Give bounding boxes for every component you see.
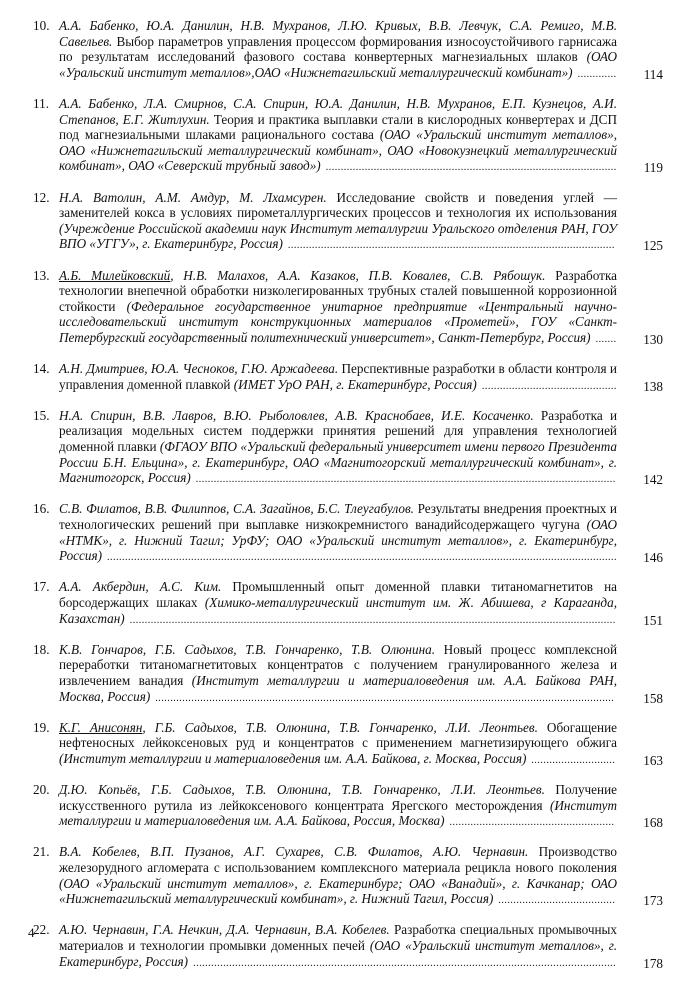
entry-number: 21. (33, 844, 50, 860)
entry-author-speaker: А.Б. Милейковский (59, 267, 171, 283)
toc-entry[interactable] (33, 18, 663, 82)
entry-organization: (ОАО «Уральский институт металлов», г. Екатеринбург; ОАО «Ванадий», г. Качканар; ОАО «Нижнетагильский металлургический комбинат», г. Нижний Тагил, Россия) (59, 875, 617, 907)
entry-body (59, 782, 617, 831)
entry-title: Теория и практика выплавки стали в кислородных конвертерах и ДСП под магнезиальными шлаками рационального состава (59, 111, 617, 143)
entry-title: Разработка технологии внепечной обработки низколегированных трубных сталей повышенной коррозионной стойкости (59, 267, 618, 314)
leader-dots: ....................................................... (446, 817, 615, 829)
leader-dots: ......................................................................................................................................................... (152, 692, 615, 704)
entry-page-number[interactable]: 173 (643, 893, 663, 909)
entry-organization: (ОАО «Уральский институт металлов», ОАО «Нижнетагильский металлургический комбинат», ОАО «Новокузнецкий металлургический комбинат», ОАО «Северский трубный завод») (59, 127, 618, 174)
entry-authors (59, 268, 545, 283)
toc-entry[interactable] (33, 579, 663, 628)
leader-dots: ............................................................................................................................................. (190, 957, 617, 969)
toc-entry[interactable] (33, 408, 663, 488)
entry-authors-text: Д.Ю. Копьёв, Г.Б. Садыхов, Т.В. Олюнина, Т.В. Гончаренко, Л.И. Леонтьев. (59, 782, 545, 798)
entry-title: Перспективные разработки в области контроля и управления доменной плавкой (59, 361, 617, 392)
entry-number: 16. (33, 501, 50, 517)
entry-body (59, 268, 617, 348)
leader-dots: ....................................... (495, 895, 616, 907)
entry-organization: (Учреждение Российской академии наук Институт металлургии Уральского отделения РАН, ГОУ ВПО «УГГУ», г. Екатеринбург, Россия) (59, 220, 617, 252)
entry-authors (59, 501, 414, 516)
entry-body (59, 922, 617, 971)
toc-entry[interactable] (33, 268, 663, 348)
entry-authors-text: , Г.Б. Садыхов, Т.В. Олюнина, Т.В. Гончаренко, Л.И. Леонтьев. (142, 719, 538, 735)
entry-title: Разработка и реализация модельных систем поддержки принятия решений для управления технологией доменной плавки (59, 407, 618, 455)
entry-page-number[interactable]: 138 (643, 378, 663, 394)
entry-author-speaker: К.Г. Анисонян (59, 719, 143, 735)
entry-organization: (ОАО «НТМК», г. Нижний Тагил; УрФУ; ОАО «Уральский институт металлов», г. Екатеринбург, Россия) (59, 517, 617, 564)
entry-page-number[interactable]: 168 (643, 815, 663, 831)
entry-organization: (ОАО «Уральский институт металлов»,ОАО «Нижнетагильский металлургический комбинат») (59, 49, 617, 80)
toc-entry[interactable] (33, 844, 663, 908)
entry-title: Получение искусственного рутила из лейкоксенового концентрата Ярегского месторождения (59, 782, 617, 813)
entry-body (59, 18, 617, 82)
entry-number: 14. (33, 361, 50, 377)
toc-entry[interactable] (33, 720, 663, 769)
leader-dots: ............. (574, 68, 617, 80)
entry-organization: (ИМЕТ УрО РАН, г. Екатеринбург, Россия) (233, 376, 477, 392)
entry-organization: (ФГАОУ ВПО «Уральский федеральный университет имени первого Президента России Б.Н. Ельцина», г. Екатеринбург, ОАО «Магнитогорский металлургический комбинат», г. Магнитогорск, Россия) (59, 439, 617, 486)
entry-number: 11. (33, 95, 49, 111)
entry-number: 10. (33, 18, 50, 33)
entry-page-number[interactable]: 114 (643, 66, 663, 82)
leader-dots: ................................................................................................. (322, 162, 617, 174)
entry-page-number[interactable]: 125 (643, 238, 663, 254)
entry-body (59, 720, 617, 769)
toc-entry[interactable] (33, 642, 663, 706)
entry-body (59, 642, 617, 706)
table-of-contents (33, 18, 663, 985)
entry-number: 13. (33, 267, 50, 283)
entry-authors-text: Н.А. Ватолин, А.М. Амдур, М. Лхамсурен. (59, 189, 327, 205)
entry-authors (59, 361, 338, 376)
entry-authors-text: А.Н. Дмитриев, Ю.А. Чесноков, Г.Ю. Аржадеева. (59, 361, 339, 377)
entry-authors-text: А.А. Акбердин, А.С. Ким. (59, 579, 222, 595)
entry-authors (59, 642, 435, 657)
entry-number: 22. (33, 922, 50, 938)
entry-authors-text: А.А. Бабенко, Ю.А. Данилин, Н.В. Мухранов, Л.Ю. Кривых, В.В. Левчук, С.А. Ремиго, М.В. Савельев. (59, 18, 617, 49)
entry-authors-text: А.Ю. Чернавин, Г.А. Нечкин, Д.А. Чернавин, В.А. Кобелев. (59, 922, 390, 938)
entry-body (59, 408, 617, 488)
entry-authors (59, 579, 221, 594)
entry-number: 19. (33, 719, 50, 735)
entry-organization: (ОАО «Уральский институт металлов», г. Екатеринбург, Россия) (59, 938, 618, 969)
toc-entry[interactable] (33, 190, 663, 254)
entry-authors (59, 782, 545, 797)
leader-dots: ....... (592, 333, 617, 345)
entry-authors (59, 720, 538, 735)
entry-number: 20. (33, 782, 50, 798)
entry-title: Новый процесс комплексной переработки титаномагнетитовых концентратов с получением гранулированного железа и извлечением ванадия (59, 641, 618, 688)
entry-body (59, 361, 617, 394)
entry-page-number[interactable]: 151 (643, 612, 663, 628)
leader-dots: .......................................................................................................................................................................... (104, 552, 617, 564)
page-number: 4 (28, 925, 35, 940)
entry-body (59, 579, 617, 628)
entry-authors (59, 408, 534, 423)
entry-title: Производство железорудного агломерата с использованием комплексного материала рецикла нового поколения (59, 844, 617, 876)
entry-page-number[interactable]: 178 (643, 955, 663, 971)
leader-dots: ............................................................................................................. (284, 240, 615, 252)
leader-dots: ............................ (528, 754, 616, 766)
toc-entry[interactable] (33, 361, 663, 394)
entry-authors-text: , Н.В. Малахов, А.А. Казаков, П.В. Ковалев, С.В. Рябошук. (170, 267, 546, 283)
entry-number: 15. (33, 407, 50, 423)
toc-entry[interactable] (33, 782, 663, 831)
toc-entry[interactable] (33, 922, 663, 971)
entry-page-number[interactable]: 119 (643, 160, 663, 176)
toc-entry[interactable] (33, 501, 663, 565)
entry-organization: (Институт металлургии и материаловедения им. А.А. Байкова, Россия, Москва) (59, 797, 617, 829)
entry-page-number[interactable]: 130 (643, 331, 663, 347)
leader-dots: ............................................................................................................................................ (192, 474, 616, 486)
leader-dots: .................................................................................................................................................................. (126, 614, 616, 626)
entry-organization: (Федеральное государственное унитарное предприятие «Центральный научно-исследовательский институт конструкционных материалов «Прометей», ГОУ «Санкт-Петербургский государственный политехнический университет», Санкт-Петербург, Россия) (59, 298, 617, 345)
entry-authors-text: А.А. Бабенко, Л.А. Смирнов, С.А. Спирин, Ю.А. Данилин, Н.В. Мухранов, Е.П. Кузнецов, А.И. Степанов, Е.Г. Житлухин. (59, 95, 617, 127)
entry-authors-text: Н.А. Спирин, В.В. Лавров, В.Ю. Рыболовлев, А.В. Краснобаев, И.Е. Косаченко. (59, 407, 534, 423)
entry-title: Исследование свойств и поведения углей — заменителей кокса в условиях пирометаллургических процессов и технология их использования (59, 189, 617, 221)
entry-authors (59, 190, 327, 205)
leader-dots: ............................................. (478, 380, 617, 392)
entry-number: 17. (33, 579, 50, 595)
toc-entry[interactable] (33, 96, 663, 176)
entry-body (59, 190, 617, 254)
entry-authors-text: С.В. Филатов, В.В. Филиппов, С.А. Загайнов, Б.С. Тлеугабулов. (59, 501, 414, 517)
entry-page-number[interactable]: 146 (643, 550, 663, 566)
entry-authors (59, 922, 390, 937)
entry-page-number[interactable]: 158 (643, 690, 663, 706)
entry-body (59, 96, 617, 176)
entry-authors-text: В.А. Кобелев, В.П. Пузанов, А.Г. Сухарев, С.В. Филатов, А.Ю. Чернавин. (59, 844, 529, 860)
entry-authors (59, 844, 528, 859)
entry-page-number[interactable]: 163 (643, 752, 663, 768)
entry-number: 18. (33, 641, 50, 657)
entry-organization: (Химико-металлургический институт им. Ж. Абишева, г Караганда, Казахстан) (59, 594, 617, 626)
entry-title: Выбор параметров управления процессом формирования износоустойчивого гарнисажа по результатам исследований фазового состава конвертерных магнезиальных шлаков (59, 33, 617, 65)
entry-body (59, 501, 617, 565)
entry-title: Результаты внедрения проектных и технологических решений при выплавке низкокремнистого ванадийсодержащего чугуна (59, 501, 617, 532)
entry-organization: (Институт металлургии и материаловедения им. А.А. Байкова РАН, Москва, Россия) (59, 672, 618, 704)
entry-organization: (Институт металлургии и материаловедения им. А.А. Байкова, г. Москва, Россия) (59, 750, 527, 766)
entry-title: Промышленный опыт доменной плавки титаномагнетитов на борсодержащих шлаках (59, 579, 618, 610)
entry-title: Разработка специальных промывочных материалов и технологии промывки доменных печей (59, 922, 617, 954)
entry-page-number[interactable]: 142 (643, 472, 663, 488)
entry-authors-text: К.В. Гончаров, Г.Б. Садыхов, Т.В. Гончаренко, Т.В. Олюнина. (59, 641, 436, 657)
entry-body (59, 844, 617, 908)
entry-number: 12. (33, 189, 50, 205)
entry-title: Обогащение нефтеносных лейкоксеновых руд и концентратов с применением магнетизирующего обжига (59, 719, 617, 751)
